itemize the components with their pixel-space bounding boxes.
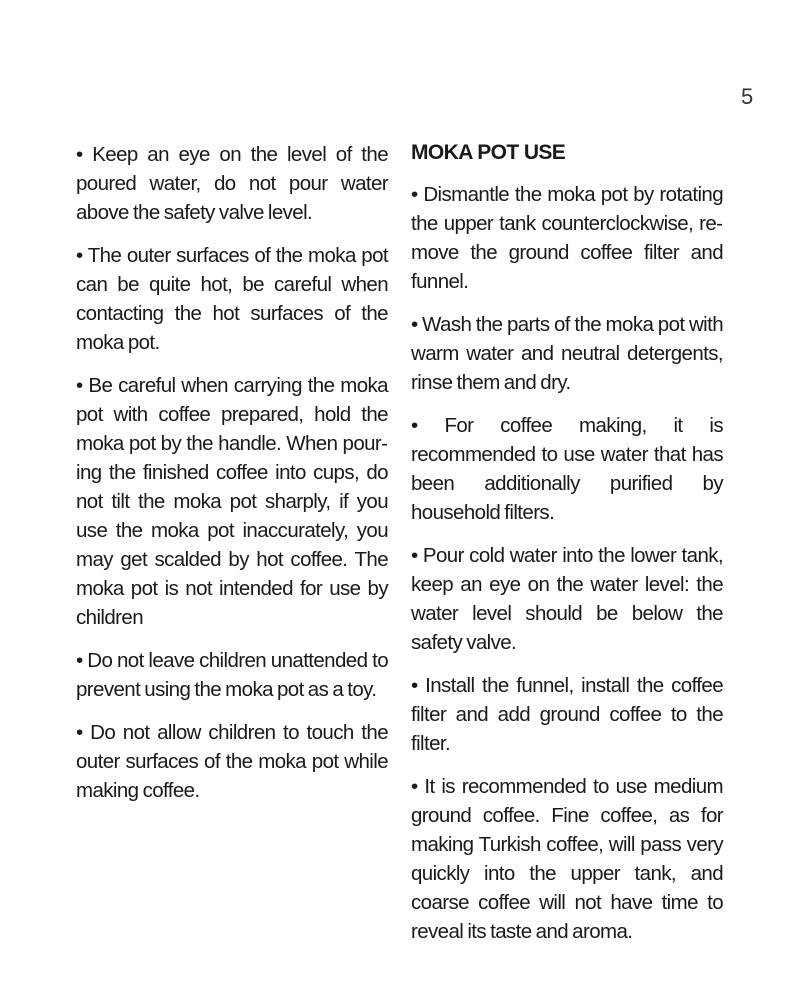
safety-paragraph-water-level: • Keep an eye on the level of the poured water, do not pour water above the safety valve level. <box>76 143 388 224</box>
use-paragraph-dismantle: • Dismantle the moka pot by rotating the upper tank counterclockwise, remove the ground coffee filter and funnel. <box>411 183 723 293</box>
right-column <box>411 140 723 960</box>
section-heading: MOKA POT USE <box>411 141 566 164</box>
safety-paragraph-carrying: • Be careful when carrying the moka pot with coffee prepared, hold the moka pot by the handle. When pouring the finished coffee into cups, do not tilt the moka pot sharply, if you use the moka pot inaccurately, you may get scalded by hot coffee. The moka pot is not intended for use by children <box>76 374 388 629</box>
safety-paragraph-children-toy: • Do not leave children unattended to prevent using the moka pot as a toy. <box>76 649 388 701</box>
page-number: 5 <box>741 84 754 109</box>
left-column <box>76 140 388 819</box>
safety-paragraph-hot-surfaces: • The outer surfaces of the moka pot can be quite hot, be careful when contacting the hot surfaces of the moka pot. <box>76 244 388 354</box>
use-paragraph-install-funnel: • Install the funnel, install the coffee filter and add ground coffee to the filter. <box>411 674 723 755</box>
use-paragraph-pour-water: • Pour cold water into the lower tank, keep an eye on the water level: the water level should be below the safety valve. <box>411 544 723 654</box>
use-paragraph-grind-size: • It is recommended to use medium ground coffee. Fine coffee, as for making Turkish coffee, will pass very quickly into the upper tank, and coarse coffee will not have time to reveal its taste and aroma. <box>411 775 723 943</box>
safety-paragraph-children-touch: • Do not allow children to touch the outer surfaces of the moka pot while making coffee. <box>76 721 388 802</box>
use-paragraph-filtered-water: • For coffee making, it is recommended to use water that has been additionally purified by household filters. <box>411 414 723 524</box>
use-paragraph-wash: • Wash the parts of the moka pot with warm water and neutral detergents, rinse them and dry. <box>411 313 723 394</box>
